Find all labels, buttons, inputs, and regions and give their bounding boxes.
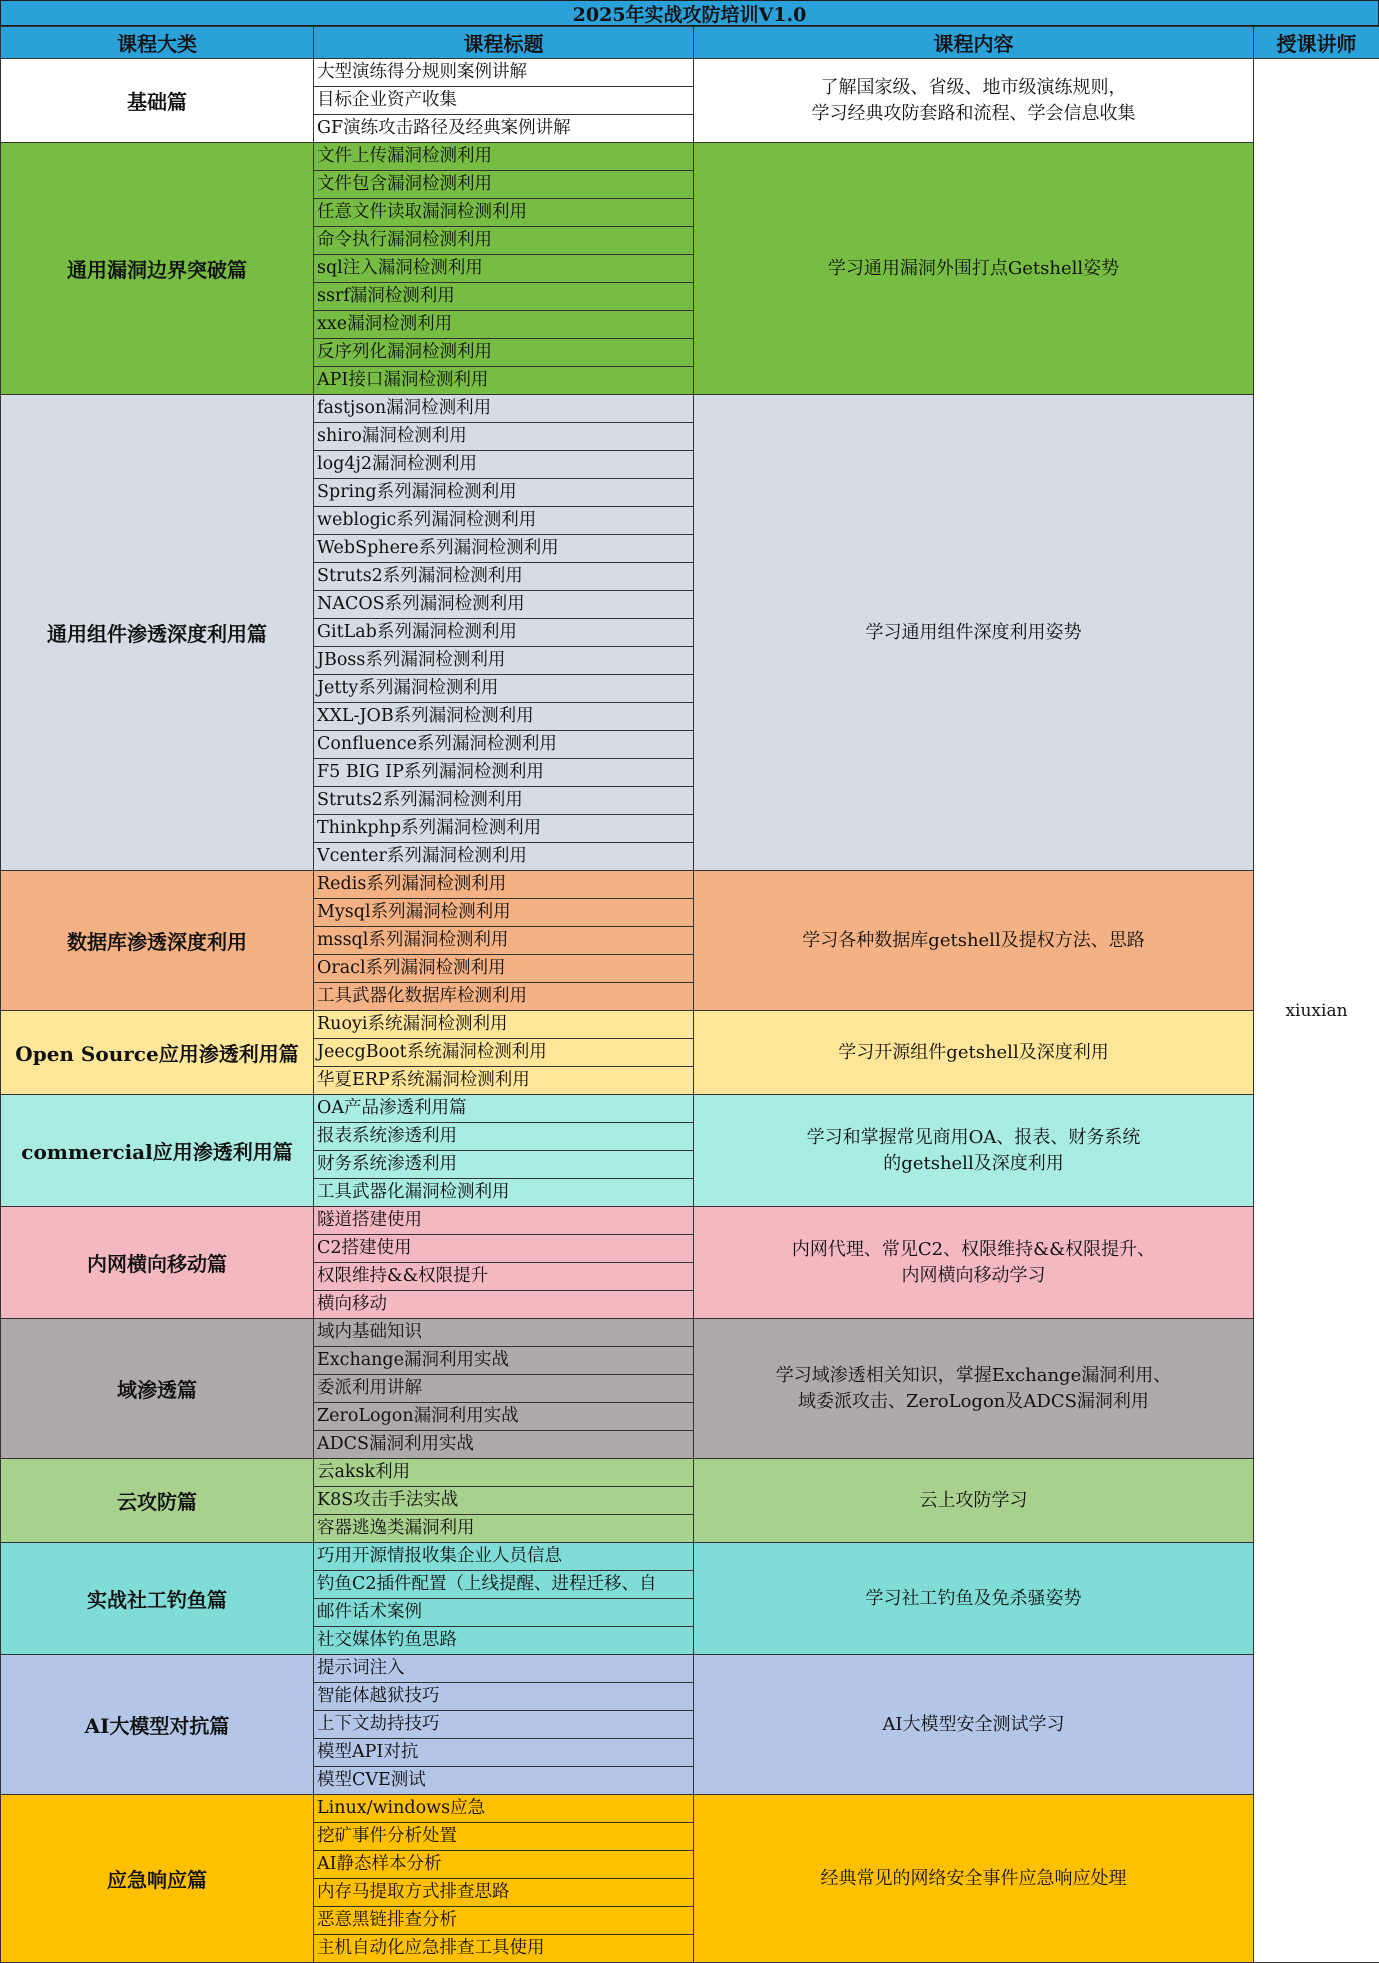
table-row: [1, 1655, 1379, 1683]
course-title-cell[interactable]: 上下文劫持技巧: [314, 1711, 694, 1739]
course-title-cell[interactable]: 恶意黑链排查分析: [314, 1907, 694, 1935]
course-content-line: 云上攻防学习: [694, 1488, 1253, 1514]
category-cell[interactable]: Open Source应用渗透利用篇: [1, 1011, 314, 1095]
course-title-cell[interactable]: 内存马提取方式排查思路: [314, 1879, 694, 1907]
course-title-cell[interactable]: GitLab系列漏洞检测利用: [314, 619, 694, 647]
course-content-cell[interactable]: [694, 395, 1254, 871]
course-content-cell[interactable]: [694, 1319, 1254, 1459]
sheet-title: 2025年实战攻防培训V1.0: [0, 0, 1379, 26]
category-cell[interactable]: 内网横向移动篇: [1, 1207, 314, 1319]
course-title-cell[interactable]: ZeroLogon漏洞利用实战: [314, 1403, 694, 1431]
category-cell[interactable]: AI大模型对抗篇: [1, 1655, 314, 1795]
course-title-cell[interactable]: JBoss系列漏洞检测利用: [314, 647, 694, 675]
course-content-cell[interactable]: [694, 1095, 1254, 1207]
course-title-cell[interactable]: AI静态样本分析: [314, 1851, 694, 1879]
table-row: [1, 1543, 1379, 1571]
course-title-cell[interactable]: ssrf漏洞检测利用: [314, 283, 694, 311]
course-content-line: 学习经典攻防套路和流程、学会信息收集: [694, 101, 1253, 127]
course-title-cell[interactable]: 社交媒体钓鱼思路: [314, 1627, 694, 1655]
course-title-cell[interactable]: 隧道搭建使用: [314, 1207, 694, 1235]
course-title-cell[interactable]: NACOS系列漏洞检测利用: [314, 591, 694, 619]
course-title-cell[interactable]: F5 BIG IP系列漏洞检测利用: [314, 759, 694, 787]
course-title-cell[interactable]: 任意文件读取漏洞检测利用: [314, 199, 694, 227]
category-cell[interactable]: 基础篇: [1, 59, 314, 143]
header-category: 课程大类: [1, 27, 314, 59]
header-course-content: 课程内容: [694, 27, 1254, 59]
course-title-cell[interactable]: Thinkphp系列漏洞检测利用: [314, 815, 694, 843]
course-title-cell[interactable]: 邮件话术案例: [314, 1599, 694, 1627]
course-title-cell[interactable]: Jetty系列漏洞检测利用: [314, 675, 694, 703]
course-content-line: 学习和掌握常见商用OA、报表、财务系统: [694, 1125, 1253, 1151]
course-title-cell[interactable]: 命令执行漏洞检测利用: [314, 227, 694, 255]
course-title-cell[interactable]: WebSphere系列漏洞检测利用: [314, 535, 694, 563]
course-title-cell[interactable]: sql注入漏洞检测利用: [314, 255, 694, 283]
header-row: [1, 27, 1379, 59]
course-content-cell[interactable]: [694, 1011, 1254, 1095]
course-title-cell[interactable]: xxe漏洞检测利用: [314, 311, 694, 339]
course-title-cell[interactable]: 目标企业资产收集: [314, 87, 694, 115]
table-row: [1, 1459, 1379, 1487]
course-content-line: 的getshell及深度利用: [694, 1151, 1253, 1177]
category-cell[interactable]: 通用漏洞边界突破篇: [1, 143, 314, 395]
course-content-line: 了解国家级、省级、地市级演练规则，: [694, 75, 1253, 101]
course-content-line: 学习社工钓鱼及免杀骚姿势: [694, 1586, 1253, 1612]
course-title-cell[interactable]: log4j2漏洞检测利用: [314, 451, 694, 479]
course-content-line: 学习域渗透相关知识，掌握Exchange漏洞利用、: [694, 1363, 1253, 1389]
course-title-cell[interactable]: Spring系列漏洞检测利用: [314, 479, 694, 507]
course-title-cell[interactable]: K8S攻击手法实战: [314, 1487, 694, 1515]
category-cell[interactable]: 通用组件渗透深度利用篇: [1, 395, 314, 871]
course-title-cell[interactable]: 主机自动化应急排查工具使用: [314, 1935, 694, 1963]
course-title-cell[interactable]: 大型演练得分规则案例讲解: [314, 59, 694, 87]
course-title-cell[interactable]: Vcenter系列漏洞检测利用: [314, 843, 694, 871]
course-title-cell[interactable]: 报表系统渗透利用: [314, 1123, 694, 1151]
course-title-cell[interactable]: Oracl系列漏洞检测利用: [314, 955, 694, 983]
course-title-cell[interactable]: 反序列化漏洞检测利用: [314, 339, 694, 367]
course-title-cell[interactable]: 工具武器化漏洞检测利用: [314, 1179, 694, 1207]
course-content-cell[interactable]: [694, 143, 1254, 395]
course-title-cell[interactable]: Confluence系列漏洞检测利用: [314, 731, 694, 759]
course-title-cell[interactable]: 域内基础知识: [314, 1319, 694, 1347]
course-content-cell[interactable]: [694, 1207, 1254, 1319]
course-content-cell[interactable]: [694, 1459, 1254, 1543]
course-title-cell[interactable]: 横向移动: [314, 1291, 694, 1319]
course-title-cell[interactable]: ADCS漏洞利用实战: [314, 1431, 694, 1459]
course-title-cell[interactable]: 智能体越狱技巧: [314, 1683, 694, 1711]
course-content-line: 内网横向移动学习: [694, 1263, 1253, 1289]
course-content-line: 内网代理、常见C2、权限维持&&权限提升、: [694, 1237, 1253, 1263]
course-title-cell[interactable]: 提示词注入: [314, 1655, 694, 1683]
course-content-line: 学习通用漏洞外围打点Getshell姿势: [694, 256, 1253, 282]
header-lecturer: 授课讲师: [1254, 27, 1379, 59]
course-title-cell[interactable]: 工具武器化数据库检测利用: [314, 983, 694, 1011]
course-title-cell[interactable]: 云aksk利用: [314, 1459, 694, 1487]
course-title-cell[interactable]: JeecgBoot系统漏洞检测利用: [314, 1039, 694, 1067]
category-cell[interactable]: 实战社工钓鱼篇: [1, 1543, 314, 1655]
course-title-cell[interactable]: OA产品渗透利用篇: [314, 1095, 694, 1123]
course-content-cell[interactable]: [694, 871, 1254, 1011]
course-content-line: AI大模型安全测试学习: [694, 1712, 1253, 1738]
course-content-line: 学习各种数据库getshell及提权方法、思路: [694, 928, 1253, 954]
category-cell[interactable]: 云攻防篇: [1, 1459, 314, 1543]
course-content-line: 学习开源组件getshell及深度利用: [694, 1040, 1253, 1066]
course-title-cell[interactable]: API接口漏洞检测利用: [314, 367, 694, 395]
table-row: [1, 395, 1379, 423]
course-content-line: 域委派攻击、ZeroLogon及ADCS漏洞利用: [694, 1389, 1253, 1415]
course-content-line: 学习通用组件深度利用姿势: [694, 620, 1253, 646]
table-row: [1, 1207, 1379, 1235]
table-row: [1, 1011, 1379, 1039]
course-content-cell[interactable]: [694, 1795, 1254, 1963]
table-row: [1, 1319, 1379, 1347]
course-title-cell[interactable]: 模型API对抗: [314, 1739, 694, 1767]
category-cell[interactable]: 域渗透篇: [1, 1319, 314, 1459]
category-cell[interactable]: 数据库渗透深度利用: [1, 871, 314, 1011]
lecturer-cell[interactable]: xiuxian: [1254, 59, 1379, 1963]
course-title-cell[interactable]: 容器逃逸类漏洞利用: [314, 1515, 694, 1543]
course-title-cell[interactable]: Linux/windows应急: [314, 1795, 694, 1823]
course-title-cell[interactable]: Struts2系列漏洞检测利用: [314, 563, 694, 591]
course-title-cell[interactable]: Exchange漏洞利用实战: [314, 1347, 694, 1375]
course-title-cell[interactable]: mssql系列漏洞检测利用: [314, 927, 694, 955]
course-title-cell[interactable]: weblogic系列漏洞检测利用: [314, 507, 694, 535]
course-content-cell[interactable]: [694, 1655, 1254, 1795]
course-title-cell[interactable]: shiro漏洞检测利用: [314, 423, 694, 451]
course-title-cell[interactable]: 委派利用讲解: [314, 1375, 694, 1403]
course-title-cell[interactable]: GF演练攻击路径及经典案例讲解: [314, 115, 694, 143]
course-title-cell[interactable]: Ruoyi系统漏洞检测利用: [314, 1011, 694, 1039]
course-content-cell[interactable]: [694, 59, 1254, 143]
category-cell[interactable]: 应急响应篇: [1, 1795, 314, 1963]
header-course-title: 课程标题: [314, 27, 694, 59]
course-title-cell[interactable]: Mysql系列漏洞检测利用: [314, 899, 694, 927]
course-content-line: 经典常见的网络安全事件应急响应处理: [694, 1866, 1253, 1892]
course-title-cell[interactable]: 权限维持&&权限提升: [314, 1263, 694, 1291]
course-title-cell[interactable]: XXL-JOB系列漏洞检测利用: [314, 703, 694, 731]
course-title-cell[interactable]: fastjson漏洞检测利用: [314, 395, 694, 423]
course-title-cell[interactable]: Redis系列漏洞检测利用: [314, 871, 694, 899]
course-table: [0, 26, 1379, 1963]
course-title-cell[interactable]: C2搭建使用: [314, 1235, 694, 1263]
course-title-cell[interactable]: 钓鱼C2插件配置（上线提醒、进程迁移、自: [314, 1571, 694, 1599]
course-title-cell[interactable]: 财务系统渗透利用: [314, 1151, 694, 1179]
course-title-cell[interactable]: 挖矿事件分析处置: [314, 1823, 694, 1851]
course-title-cell[interactable]: 模型CVE测试: [314, 1767, 694, 1795]
course-content-cell[interactable]: [694, 1543, 1254, 1655]
table-row: [1, 871, 1379, 899]
course-title-cell[interactable]: 文件包含漏洞检测利用: [314, 171, 694, 199]
course-title-cell[interactable]: 华夏ERP系统漏洞检测利用: [314, 1067, 694, 1095]
course-title-cell[interactable]: Struts2系列漏洞检测利用: [314, 787, 694, 815]
table-row: [1, 1095, 1379, 1123]
table-row: [1, 143, 1379, 171]
category-cell[interactable]: commercial应用渗透利用篇: [1, 1095, 314, 1207]
course-title-cell[interactable]: 巧用开源情报收集企业人员信息: [314, 1543, 694, 1571]
course-title-cell[interactable]: 文件上传漏洞检测利用: [314, 143, 694, 171]
table-row: [1, 59, 1379, 87]
table-row: [1, 1795, 1379, 1823]
